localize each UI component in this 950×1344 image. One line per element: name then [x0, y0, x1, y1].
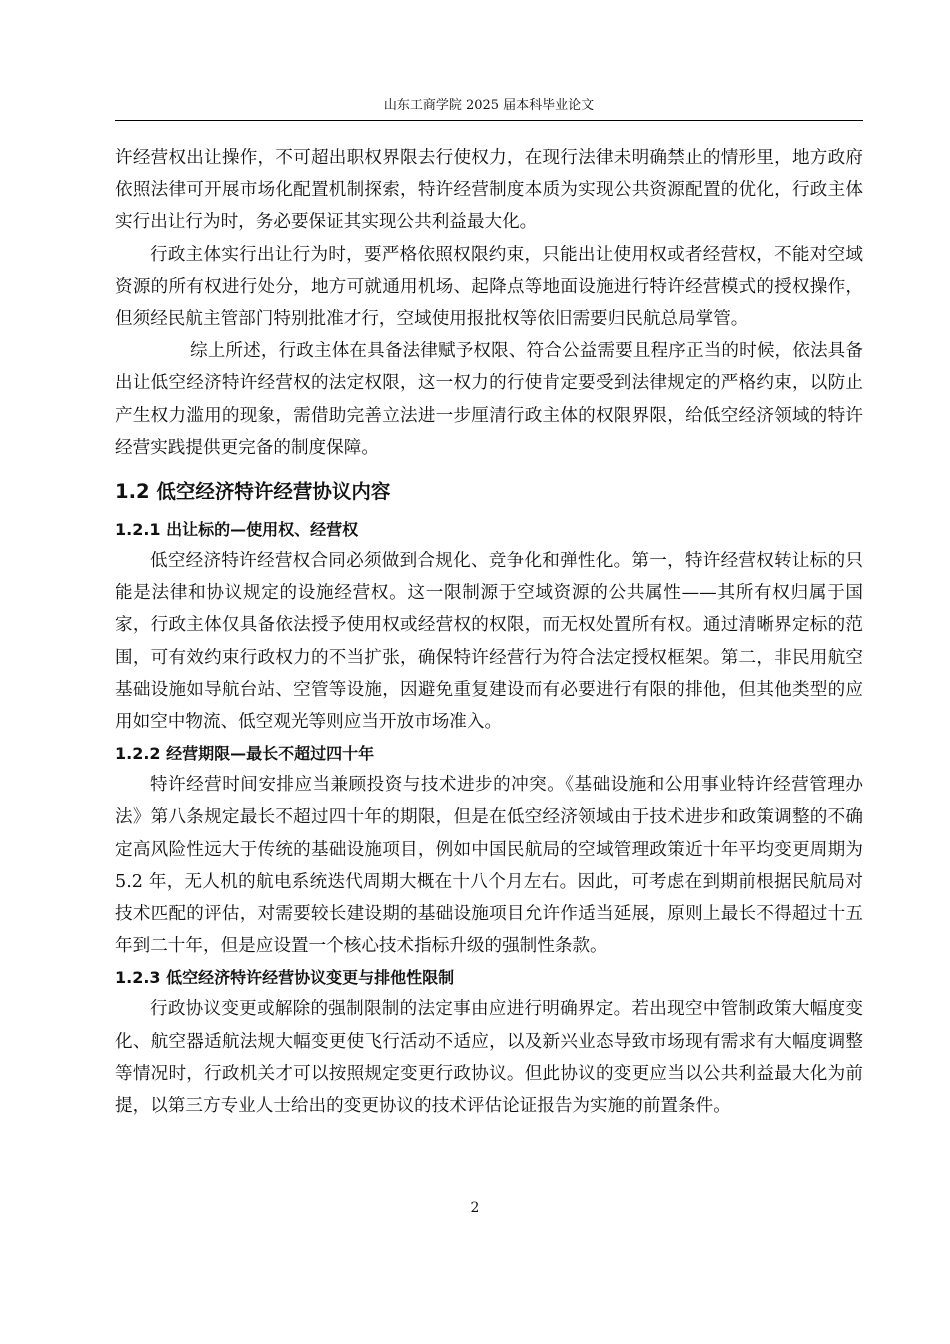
subsection-heading-1-2-3: 1.2.3 低空经济特许经营协议变更与排他性限制 [115, 968, 455, 988]
section-heading-1-2: 1.2 低空经济特许经营协议内容 [115, 480, 391, 504]
paragraph-2: 行政主体实行出让行为时，要严格依照权限约束，只能出让使用权或者经营权，不能对空域资源的所有权进行处分，地方可就通用机场、起降点等地面设施进行特许经营模式的授权操作，但须经民航主管部门特别批准才行，空域使用报批权等依旧需要归民航总局掌管。 [115, 244, 863, 330]
subsection-heading-1-2-2: 1.2.2 经营期限—最长不超过四十年 [115, 744, 375, 764]
subsection-1-2-3-text: 行政协议变更或解除的强制限制的法定事由应进行明确界定。若出现空中管制政策大幅度变化、航空器适航法规大幅变更使飞行活动不适应，以及新兴业态导致市场现有需求有大幅度调整等情况时，行政机关才可以按照规定变更行政协议。但此协议的变更应当以公共利益最大化为前提，以第三方专业人士给出的变更协议的技术评估论证报告为实施的前置条件。 [115, 999, 863, 1117]
paragraph-3: 综上所述，行政主体在具备法律赋予权限、符合公益需要且程序正当的时候，依法具备出让低空经济特许经营权的法定权限，这一权力的行使肯定要受到法律规定的严格约束，以防止产生权力滥用的现象，需借助完善立法进一步厘清行政主体的权限界限，给低空经济领域的特许经营实践提供更完备的制度保障。 [115, 341, 863, 458]
page-number: 2 [470, 1200, 480, 1216]
subsection-1-2-1-text: 低空经济特许经营权合同必须做到合规化、竞争化和弹性化。第一，特许经营权转让标的只能是法律和协议规定的设施经营权。这一限制源于空域资源的公共属性——其所有权归属于国家，行政主体仅具备依法授予使用权或经营权的权限，而无权处置所有权。通过清晰界定标的范围，可有效约束行政权力的不当扩张，确保特许经营行为符合法定授权框架。第二，非民用航空基础设施如导航台站、空管等设施，因避免重复建设而有必要进行有限的排他，但其他类型的应用如空中物流、低空观光等则应当开放市场准入。 [115, 551, 863, 733]
subsection-1-2-2-text: 特许经营时间安排应当兼顾投资与技术进步的冲突。《基础设施和公用事业特许经营管理办法》第八条规定最长不超过四十年的期限，但是在低空经济领域由于技术进步和政策调整的不确定高风险性远大于传统的基础设施项目，例如中国民航局的空域管理政策近十年平均变更周期为 5.2 年，无人机的航电系统迭代周期大概在十八个月左右。因此，可考虑在到期前根据民航局对技术匹配的评估，对需要较长建设期的基础设施项目允许作适当延展，原则上最长不得超过十五年到二十年，但是应设置一个核心技术指标升级的强制性条款。 [115, 775, 863, 957]
paragraph-1: 许经营权出让操作，不可超出职权界限去行使权力，在现行法律未明确禁止的情形里，地方政府依照法律可开展市场化配置机制探索，特许经营制度本质为实现公共资源配置的优化，行政主体实行出让行为时，务必要保证其实现公共利益最大化。 [115, 148, 863, 233]
subsection-heading-1-2-1: 1.2.1 出让标的—使用权、经营权 [115, 520, 359, 540]
page-header: 山东工商学院 2025 届本科毕业论文 [115, 96, 863, 121]
page-body [115, 142, 863, 1122]
